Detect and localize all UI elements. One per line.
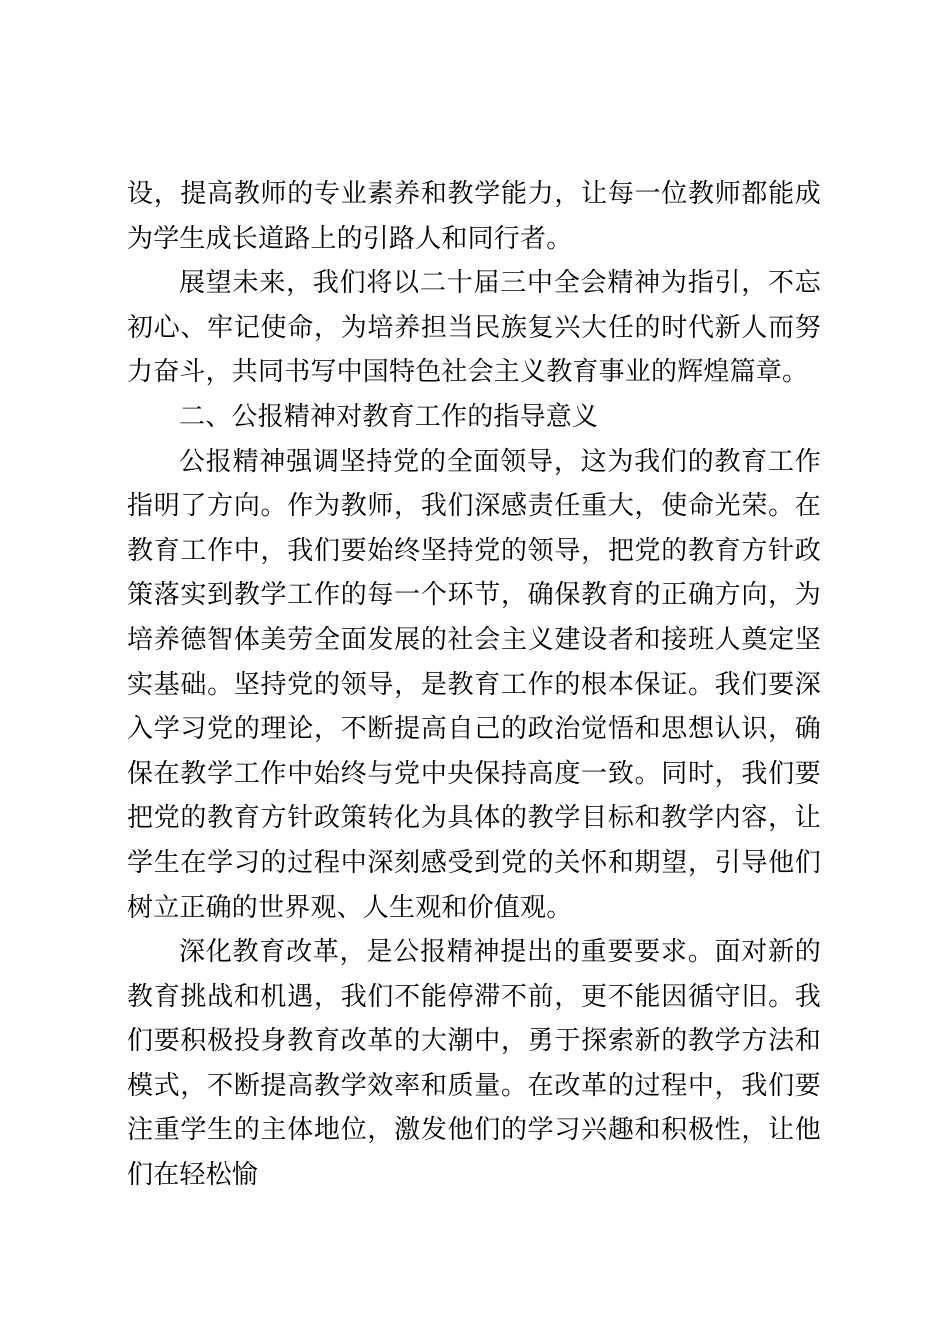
paragraph-outlook: 展望未来，我们将以二十届三中全会精神为指引，不忘初心、牢记使命，为培养担当民族复兴大任的时代新人而努力奋斗，共同书写中国特色社会主义教育事业的辉煌篇章。 <box>127 268 821 388</box>
paragraph-continuation: 设，提高教师的专业素养和教学能力，让每一位教师都能成为学生成长道路上的引路人和同行者。 <box>127 179 821 254</box>
section-heading: 二、公报精神对教育工作的指导意义 <box>179 401 599 432</box>
paragraph-party-leadership: 公报精神强调坚持党的全面领导，这为我们的教育工作指明了方向。作为教师，我们深感责任重大，使命光荣。在教育工作中，我们要始终坚持党的领导，把党的教育方针政策落实到教学工作的每一个环节，确保教育的正确方向，为培养德智体美劳全面发展的社会主义建设者和接班人奠定坚实基础。坚持党的领导，是教育工作的根本保证。我们要深入学习党的理论，不断提高自己的政治觉悟和思想认识，确保在教学工作中始终与党中央保持高度一致。同时，我们要把党的教育方针政策转化为具体的教学目标和教学内容，让学生在学习的过程中深刻感受到党的关怀和期望，引导他们树立正确的世界观、人生观和价值观。 <box>127 446 821 923</box>
paragraph-education-reform: 深化教育改革，是公报精神提出的重要要求。面对新的教育挑战和机遇，我们不能停滞不前，更不能因循守旧。我们要积极投身教育改革的大潮中，勇于探索新的教学方法和模式，不断提高教学效率和质量。在改革的过程中，我们要注重学生的主体地位，激发他们的学习兴趣和积极性，让他们在轻松愉 <box>127 937 821 1191</box>
document-body <box>127 172 821 1198</box>
